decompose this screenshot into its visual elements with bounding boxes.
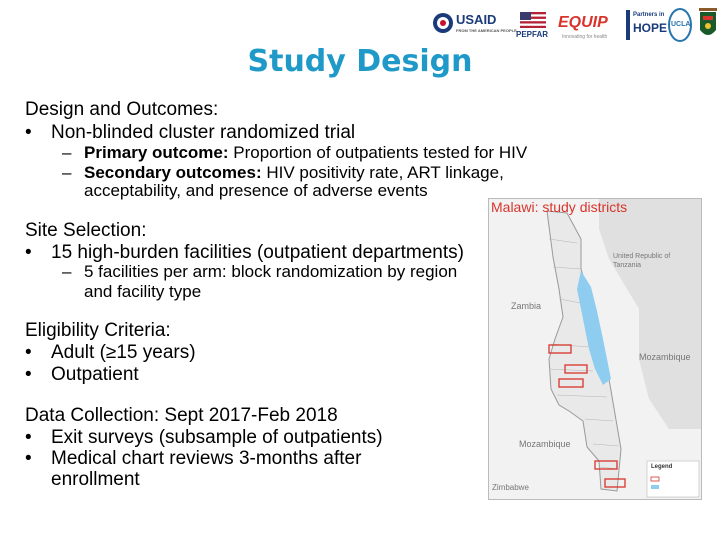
us-flag-icon <box>520 12 546 28</box>
design-bullet: Non-blinded cluster randomized trial <box>51 122 356 143</box>
map-label-tanzania: United Republic of Tanzania <box>613 253 671 269</box>
equip-text: EQUIP <box>558 14 608 31</box>
site-bullet-glyph: • <box>25 242 32 263</box>
usaid-subtext: FROM THE AMERICAN PEOPLE <box>456 28 517 33</box>
partners-in-hope-logo <box>626 8 668 44</box>
coat-of-arms-icon <box>696 6 720 44</box>
primary-outcome-line <box>84 143 527 163</box>
bullet-glyph: • <box>25 122 32 143</box>
map-label-mozambique-east: Mozambique <box>639 352 691 362</box>
design-bullet-line <box>25 122 32 144</box>
pih-bar-icon <box>626 10 630 40</box>
equip-subtext: Innovating for health <box>562 34 608 40</box>
data-collection-heading-line <box>25 405 338 427</box>
map-label-zambia: Zambia <box>511 301 542 311</box>
map-graphic <box>489 199 701 499</box>
site-sub-bullet2: and facility type <box>84 282 202 301</box>
usaid-seal-icon <box>432 12 454 34</box>
legend-lake-swatch <box>651 485 659 489</box>
pepfar-logo <box>516 12 552 42</box>
equip-logo <box>558 10 622 42</box>
eligibility-heading: Eligibility Criteria <box>25 320 166 341</box>
site-bullet: 15 high-burden facilities (outpatient departments) <box>51 242 464 263</box>
map-label-zimbabwe: Zimbabwe <box>492 483 529 492</box>
site-colon: : <box>141 220 147 241</box>
pih-text: HOPE <box>633 21 668 35</box>
ucla-logo <box>668 8 692 42</box>
secondary-label: Secondary outcomes: <box>84 163 262 182</box>
map-legend-title: Legend <box>651 464 673 470</box>
pepfar-text: PEPFAR <box>516 30 549 39</box>
usaid-logo <box>430 10 517 40</box>
primary-label: Primary outcome: <box>84 143 229 162</box>
eligibility-colon: : <box>165 320 171 341</box>
design-heading: Design and Outcomes <box>25 99 213 120</box>
eligibility-bullet-1: Adult (≥15 years) <box>51 342 196 363</box>
map-title: Malawi: study districts <box>491 199 628 215</box>
design-heading-line <box>25 99 218 121</box>
data-bullet-2-cont: enrollment <box>51 469 140 490</box>
data-collection-dates: : Sept 2017-Feb 2018 <box>153 405 338 426</box>
secondary-dash: – <box>62 163 72 182</box>
eligibility-bullet-glyph-2: • <box>25 364 32 385</box>
site-sub-bullet: 5 facilities per arm: block randomization by region <box>84 262 458 281</box>
data-collection-heading: Data Collection <box>25 405 154 426</box>
ucla-text: UCLA <box>671 21 691 28</box>
site-sub-dash: – <box>62 262 72 281</box>
data-bullet-glyph-1: • <box>25 427 32 448</box>
primary-dash: – <box>62 143 72 162</box>
data-bullet-glyph-2: • <box>25 448 32 469</box>
partner-logos <box>430 4 720 46</box>
eligibility-bullet-2: Outpatient <box>51 364 139 385</box>
map-label-mozambique-south: Mozambique <box>519 439 571 449</box>
primary-text: Proportion of outpatients tested for HIV <box>228 143 528 162</box>
secondary-text: HIV positivity rate, ART linkage, <box>261 163 504 182</box>
site-heading-line <box>25 220 146 242</box>
slide-title: Study Design <box>247 44 473 79</box>
data-bullet-2: Medical chart reviews 3-months after <box>51 448 362 469</box>
design-colon: : <box>213 99 219 120</box>
legend-swatch <box>651 477 659 481</box>
data-bullet-1: Exit surveys (subsample of outpatients) <box>51 427 383 448</box>
site-heading: Site Selection <box>25 220 142 241</box>
eligibility-bullet-glyph-1: • <box>25 342 32 363</box>
malawi-coat-of-arms-logo <box>696 6 720 44</box>
pih-top-text: Partners in <box>633 12 665 18</box>
malawi-map <box>488 198 702 500</box>
secondary-outcome-line <box>84 163 504 183</box>
usaid-text: USAID <box>456 12 497 27</box>
eligibility-heading-line <box>25 320 171 342</box>
secondary-outcome-line2: acceptability, and presence of adverse events <box>84 181 428 200</box>
